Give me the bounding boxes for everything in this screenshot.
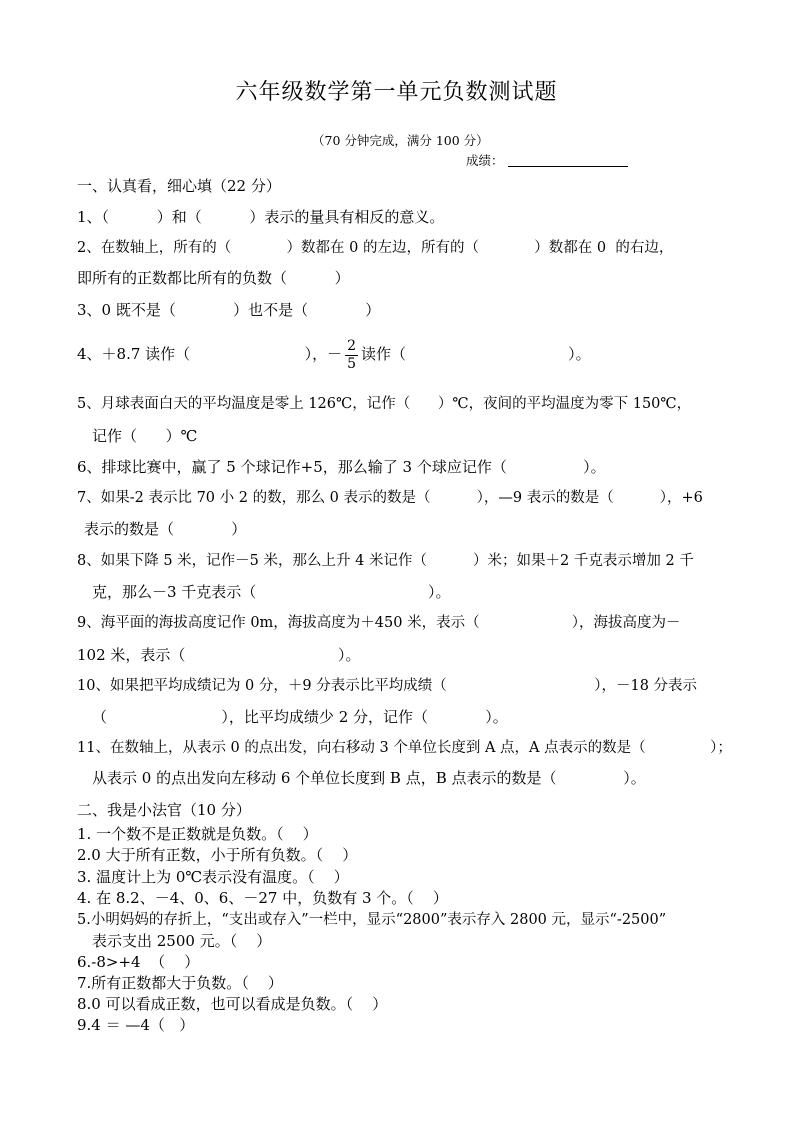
- fraction: [345, 338, 358, 373]
- question-7-line2: 表示的数是（ ）: [84, 520, 247, 538]
- question-4: [77, 334, 591, 374]
- judge-item-4: 4. 在 8.2、－4、0、6、－27 中，负数有 3 个。（ ）: [77, 889, 448, 907]
- judge-item-9: 9.4 ＝ —4（ ）: [77, 1016, 195, 1034]
- judge-item-5-line1: 5.小明妈妈的存折上，“支出或存入”一栏中，显示“2800”表示存入 2800 元，显示“-2500”: [77, 912, 667, 928]
- question-4-after: 读作（ ）。: [361, 345, 591, 363]
- page-title: 六年级数学第一单元负数测试题: [235, 80, 558, 105]
- subtitle: （70 分钟完成，满分 100 分）: [312, 133, 489, 148]
- question-10-line2: （ ），比平均成绩少 2 分，记作（ ）。: [92, 708, 508, 726]
- question-5-line2: 记作（ ）℃: [92, 427, 198, 445]
- question-9-line2: 102 米，表示（ ）。: [77, 646, 361, 664]
- judge-item-6: 6.-8>+4 （ ）: [77, 953, 200, 971]
- question-9-line1: 9、海平面的海拔高度记作 0m，海拔高度为＋450 米，表示（ ），海拔高度为－: [77, 615, 681, 631]
- question-8-line1: 8、如果下降 5 米，记作－5 米，那么上升 4 米记作（ ）米；如果＋2 千克表示增加 2 千: [77, 553, 694, 569]
- question-6: 6、排球比赛中，赢了 5 个球记作+5，那么输了 3 个球应记作（ ）。: [77, 458, 606, 476]
- fraction-denominator: 5: [347, 355, 357, 372]
- judge-item-5-line2: 表示支出 2500 元。（ ）: [92, 932, 272, 950]
- question-7-line1: 7、如果-2 表示比 70 小 2 的数，那么 0 表示的数是（ ），—9 表示的数是（ ），+6: [77, 490, 703, 506]
- score-blank: [508, 166, 628, 167]
- question-11-line2: 从表示 0 的点出发向左移动 6 个单位长度到 B 点，B 点表示的数是（ ）。: [92, 769, 646, 787]
- judge-item-7: 7.所有正数都大于负数。（ ）: [77, 974, 283, 992]
- judge-item-1: 1. 一个数不是正数就是负数。（ ）: [77, 825, 318, 843]
- fraction-numerator: 2: [347, 337, 357, 354]
- question-2-line2: 即所有的正数都比所有的负数（ ）: [77, 269, 350, 287]
- question-4-before: 4、＋8.7 读作（ ），－: [77, 345, 343, 363]
- question-2-line1: 2、在数轴上，所有的（ ）数都在 0 的左边，所有的（ ）数都在 0 的右边，: [77, 240, 674, 256]
- question-1: 1、（ ）和（ ）表示的量具有相反的意义。: [77, 208, 445, 226]
- question-8-line2: 克，那么－3 千克表示（ ）。: [92, 583, 451, 601]
- judge-item-2: 2.0 大于所有正数，小于所有负数。（ ）: [77, 846, 358, 864]
- score-label: 成绩：: [466, 153, 504, 168]
- question-3: 3、0 既不是（ ）也不是（ ）: [77, 301, 381, 319]
- question-11-line1: 11、在数轴上，从表示 0 的点出发，向右移动 3 个单位长度到 A 点，A 点表示的数是（ ）；: [77, 740, 732, 756]
- judge-item-8: 8.0 可以看成正数，也可以看成是负数。（ ）: [77, 995, 388, 1013]
- judge-item-3: 3. 温度计上为 0℃表示没有温度。（ ）: [77, 868, 349, 886]
- question-10-line1: 10、如果把平均成绩记为 0 分，＋9 分表示比平均成绩（ ），－18 分表示: [77, 678, 698, 694]
- section2-heading: 二、我是小法官（10 分）: [77, 801, 251, 819]
- question-5-line1: 5、月球表面白天的平均温度是零上 126℃，记作（ ）℃，夜间的平均温度为零下 150℃，: [77, 396, 692, 412]
- section1-heading: 一、认真看，细心填（22 分）: [77, 177, 281, 195]
